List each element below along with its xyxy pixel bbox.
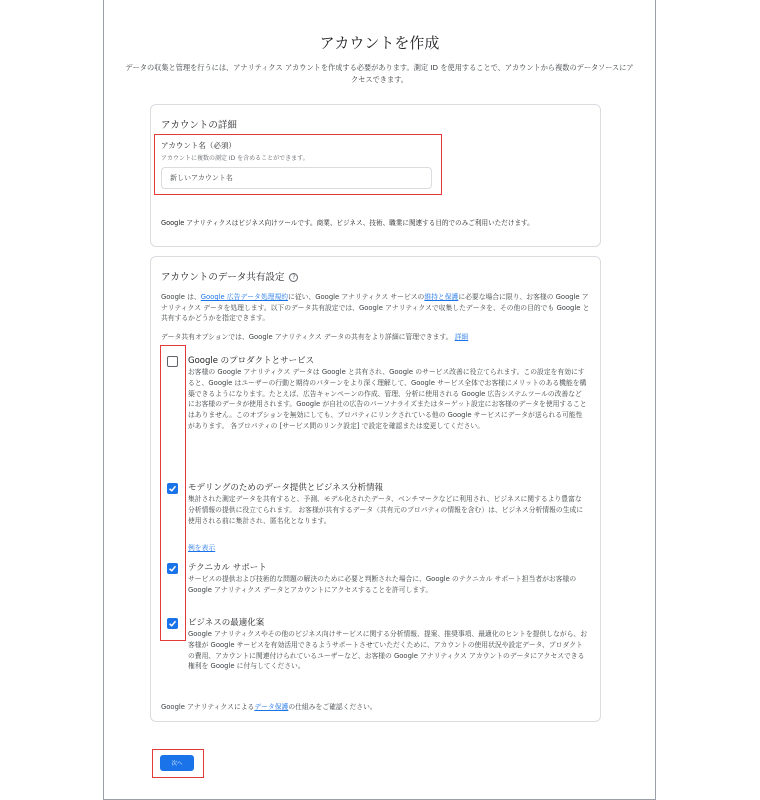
option-description: 集計された測定データを共有すると、予測、モデル化されたデータ、ベンチマークなどに利用され、ビジネスに関するより豊富な分析情報の提供に役立てられます。 お客様が共有するデータ（共有元のプロパティの情報を含む）は、ビジネス分析情報の生成に使用される前に集計され、匿名化となります。 [188,495,584,525]
footer-text-b: の仕組みをご確認ください。 [288,703,377,711]
option-title: テクニカル サポート [188,563,267,573]
option-title: モデリングのためのデータ提供とビジネス分析情報 [188,483,384,493]
option-description: Google アナリティクスやその他のビジネス向けサービスに関する分析情報、提案、推奨事項、最適化のヒントを提供しながら、お客様が Google サービスを有効活用できるようサポートさせていただくために、アカウントの使用状況や設定データ、プロダクトの費用、アカウントに関連付けられているユーザーなど、お客様の Google アナリティクス アカウントのデータにアクセスできる権利を Google に付与してください。 [188,630,588,671]
help-circle-icon[interactable]: ? [289,273,298,282]
checkbox-google-products[interactable] [167,356,178,367]
sharing-options-intro [161,332,591,343]
page-frame [103,0,656,800]
footer-text-a: Google アナリティクスによる [161,703,255,711]
data-protection-link[interactable]: データ保護 [254,703,289,711]
para1-text-a: Google は、 [161,293,201,301]
show-example-link[interactable]: 例を表示 [188,544,216,552]
option-title: Google のプロダクトとサービス [188,356,315,366]
account-name-label: アカウント名（必須） [161,141,236,150]
account-name-input[interactable] [161,167,432,189]
maintain-protect-link[interactable]: 維持と保護 [424,293,459,301]
checkmark-icon [168,619,177,628]
page-title: アカウントを作成 [319,34,440,52]
para1-text-b: に従い、Google アナリティクス サービスの [288,293,425,301]
account-name-hint: アカウントに複数の測定 ID を含めることができます。 [161,155,309,162]
checkbox-modeling-insights[interactable] [167,483,178,494]
usage-note: Google アナリティクスはビジネス向けツールです。商業、ビジネス、技術、職業に関連する目的でのみご利用いただけます。 [161,219,534,227]
intro-text: データの収集と管理を行うには、アナリティクス アカウントを作成する必要があります。測定 ID を使用することで、アカウントから複数のデータソースにアクセスできます。 [125,63,634,84]
account-details-title: アカウントの詳細 [161,120,237,131]
option-title: ビジネスの最適化案 [188,618,265,628]
option-description: サービスの提供および技術的な問題の解決のために必要と判断された場合に、Google のテクニカル サポート担当者がお客様の Google アナリティクス データとアカウントにアクセスすることを許可します。 [188,575,577,594]
checkbox-business-recommendations[interactable] [167,618,178,629]
ads-data-processing-terms-link[interactable]: Google 広告データ処理規約 [200,293,289,301]
account-details-card [150,104,601,247]
option-description: お客様の Google アナリティクス データは Google と共有され、Google のサービス改善に役立てられます。この設定を有効にすると、Google はユーザーの行動と期待のパターンをより深く理解して、Google サービス全体でお客様にメリットのある機能を構築できるようになります。たとえば、広告キャンペーンの作成、管理、分析に使用される Google 広告システムツールの改善などにお客様のデータが使用されます。Google が自社の広告のパーソナライズまたはターゲット設定にお客様のデータを使用することはありません。このオプションを無効にしても、プロパティにリンクされている他の Google サービスにデータが送られる可能性があります。 各プロパティの [サービス間のリンク設定] で設定を確認または変更してください。 [188,368,587,430]
learn-more-link[interactable]: 詳細 [454,333,469,341]
data-protection-note [161,701,377,711]
para2-text: データ共有オプションでは、Google アナリティクス データの共有をより詳細に管理できます。 [161,333,453,341]
data-sharing-title [161,269,298,283]
checkmark-icon [168,564,177,573]
checkbox-technical-support[interactable] [167,563,178,574]
checkmark-icon [168,484,177,493]
data-sharing-card [150,256,601,722]
para1-text-c: に必要な場合に限り、お客様の Google アナリティクス データを処理します。以下のデータ共有設定では、Google アナリティクスで収集したデータを、その他の目的でも Google と共有するかどうかを指定できます。 [161,293,590,322]
next-button[interactable]: 次へ [160,755,194,771]
data-sharing-title-text: アカウントのデータ共有設定 [161,272,285,283]
sharing-description [161,292,591,324]
